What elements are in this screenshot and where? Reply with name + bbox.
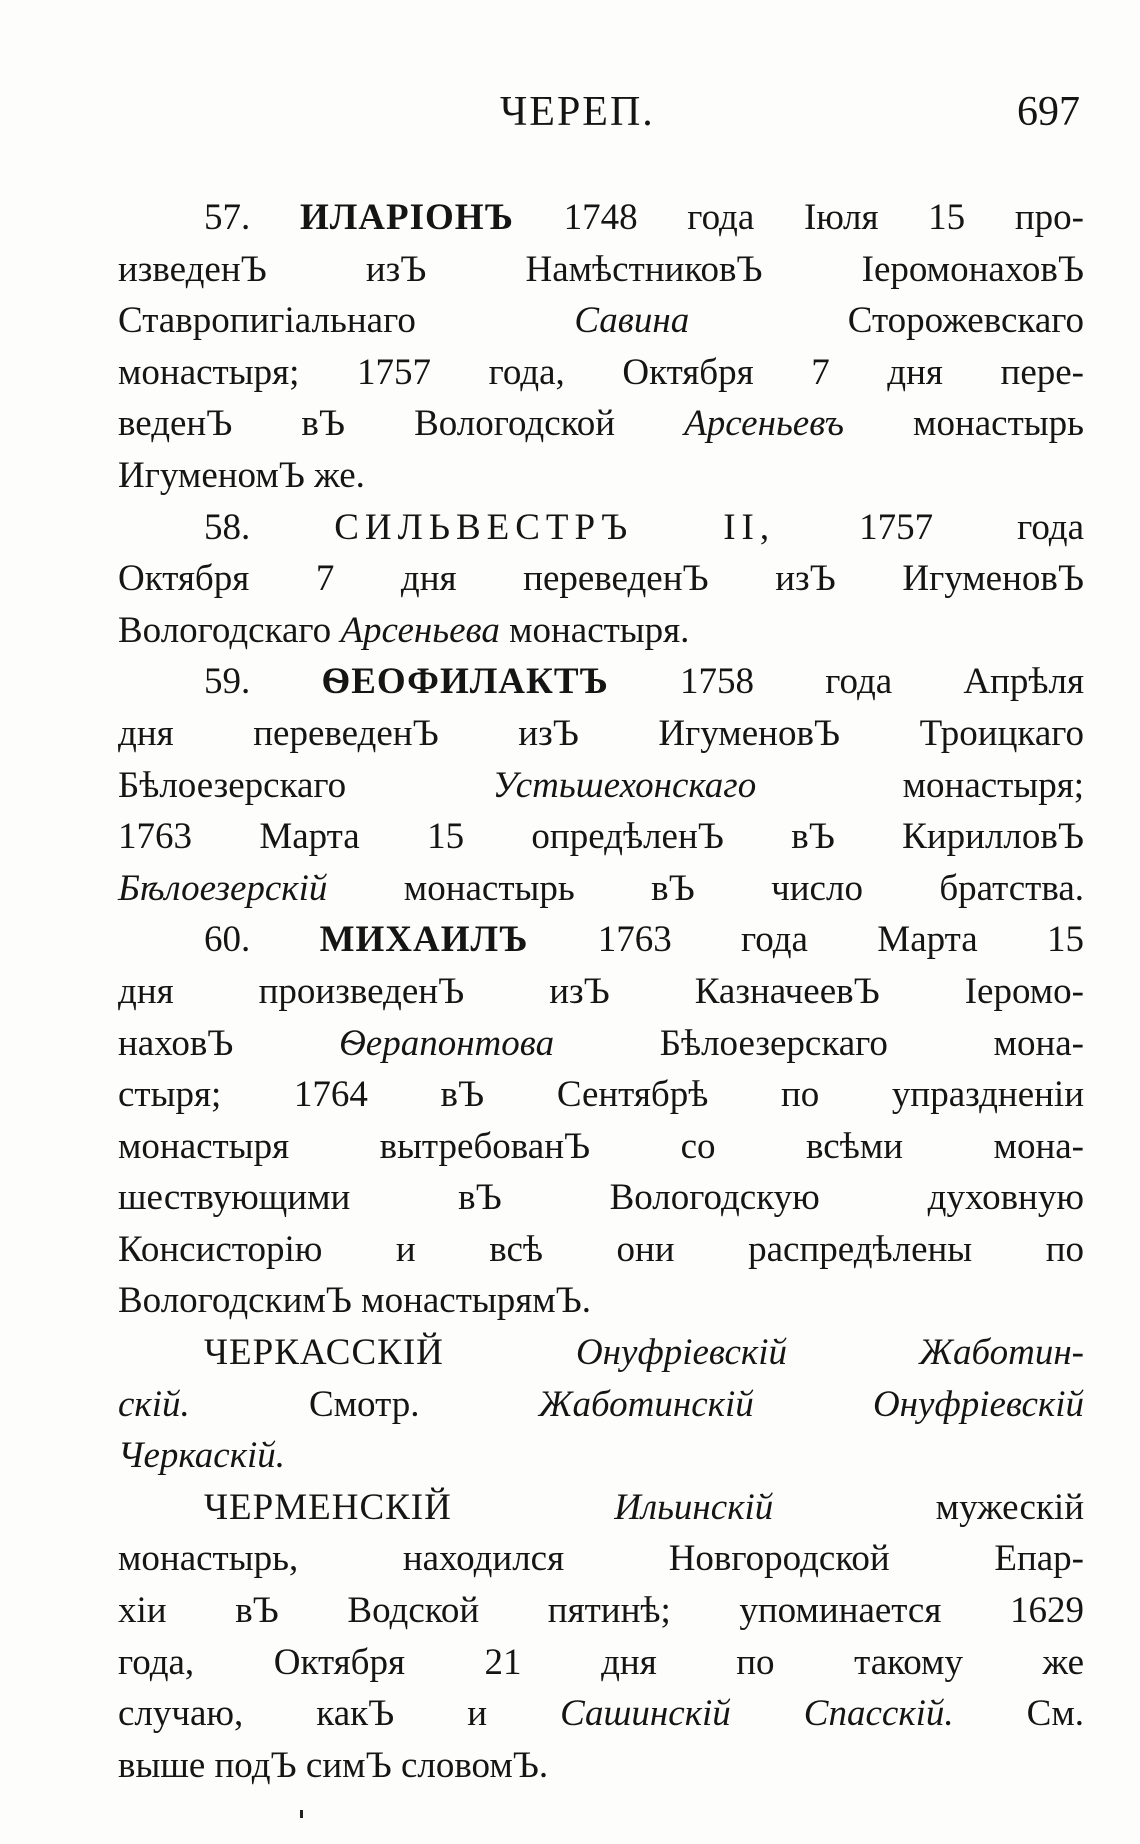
- entry-59-line-5: [118, 863, 1084, 915]
- entry-cherkassky-line-3: [118, 1430, 1084, 1482]
- entry-text: веденЪ вЪ Вологодской: [118, 403, 616, 445]
- entry-number: 59.: [204, 661, 251, 703]
- entry-cherkassky-line-1: [118, 1327, 1084, 1379]
- entry-chermensky-line-3: хіи вЪ Водской пятинѣ; упоминается 1629: [118, 1590, 1084, 1632]
- entry-57-line-5: [118, 398, 1084, 450]
- entry-italic-text: Арсеньева: [340, 609, 500, 651]
- entry-text: монастырь вЪ число братства.: [403, 867, 1085, 909]
- entry-italic-text: Сашинскій Спасскій.: [560, 1693, 954, 1735]
- entry-italic-text: Онуфріевскій Жаботин-: [575, 1332, 1085, 1374]
- entry-cherkassky-line-2: [118, 1379, 1084, 1431]
- entry-57-line-2: изведенЪ изЪ НамѣстниковЪ ІеромонаховЪ: [118, 248, 1084, 290]
- entry-italic-text: Ильинскій: [614, 1486, 774, 1528]
- entry-italic-text: Ѳерапонтова: [339, 1022, 555, 1064]
- entry-58-line-3: [118, 605, 1084, 657]
- entry-60-line-4: стыря; 1764 вЪ Сентябрѣ по упраздненіи: [118, 1074, 1084, 1116]
- entry-chermensky-line-4: года, Октября 21 дня по такому же: [118, 1641, 1084, 1683]
- entry-italic-text: Жаботинскій Онуфріевскій: [538, 1383, 1085, 1425]
- entry-text: случаю, какЪ и: [118, 1693, 488, 1735]
- entry-59-line-2: дня переведенЪ изЪ ИгуменовЪ Троицкаго: [118, 712, 1084, 754]
- entry-italic-text: Савина: [574, 300, 690, 342]
- entry-text: мужескій: [935, 1486, 1084, 1528]
- entry-57-line-1: [118, 192, 1084, 244]
- entry-name: ѲЕОФИЛАКТЪ: [321, 661, 609, 703]
- entry-59-line-4: 1763 Марта 15 опредѣленЪ вЪ КирилловЪ: [118, 816, 1084, 858]
- page-header: [120, 88, 1080, 148]
- entry-italic-text: скій.: [118, 1383, 190, 1425]
- entry-text: Сторожевскаго: [847, 300, 1084, 342]
- entry-italic-text: Черкаскій.: [118, 1435, 286, 1477]
- entry-name: ЧЕРКАССКІЙ: [204, 1332, 444, 1374]
- entry-number: 60.: [204, 919, 251, 961]
- entry-58-line-2: Октября 7 дня переведенЪ изЪ ИгуменовЪ: [118, 558, 1084, 600]
- entry-italic-text: Арсеньевъ: [684, 403, 844, 445]
- entry-59-line-3: [118, 760, 1084, 812]
- entry-name: ЧЕРМЕНСКІЙ: [204, 1486, 452, 1528]
- entry-chermensky-line-1: [118, 1482, 1084, 1534]
- entry-chermensky-line-6: выше подЪ симЪ словомЪ.: [118, 1744, 549, 1786]
- page-body: [118, 192, 1084, 1791]
- entry-name: МИХАИЛЪ: [319, 919, 529, 961]
- entry-57-line-6: ИгуменомЪ же.: [118, 454, 365, 496]
- entry-60-line-2: дня произведенЪ изЪ КазначеевЪ Іеромо-: [118, 970, 1084, 1012]
- entry-text: Бѣлоезерскаго мона-: [659, 1022, 1085, 1064]
- entry-60-line-6: шествующими вЪ Вологодскую духовную: [118, 1177, 1084, 1219]
- entry-60-line-3: [118, 1018, 1084, 1070]
- entry-57-line-4: монастыря; 1757 года, Октября 7 дня пере-: [118, 351, 1084, 393]
- entry-chermensky-line-5: [118, 1688, 1084, 1740]
- entry-text: монастыря.: [509, 609, 690, 651]
- entry-text: монастыря;: [902, 764, 1084, 806]
- entry-text: 1748 года Іюля 15 про-: [563, 197, 1084, 238]
- entry-60-line-8: ВологодскимЪ монастырямЪ.: [118, 1280, 592, 1322]
- entry-text: монастырь: [913, 403, 1085, 445]
- entry-number: 57.: [204, 197, 251, 238]
- entry-text: См.: [1026, 1693, 1084, 1735]
- page-number: 697: [1017, 89, 1080, 135]
- entry-text: 1757 года: [859, 506, 1085, 548]
- entry-italic-text: Устьшехонскаго: [492, 764, 757, 806]
- entry-text: Вологодскаго: [118, 609, 332, 651]
- entry-58-line-1: [118, 502, 1084, 554]
- entry-name: СИЛЬВЕСТРЪ II,: [334, 506, 776, 548]
- entry-text: Бѣлоезерскаго: [118, 764, 347, 806]
- entry-60-line-7: Консисторію и всѣ они распредѣлены по: [118, 1228, 1084, 1270]
- entry-number: 58.: [204, 506, 251, 548]
- entry-italic-text: Бѣлоезерскій: [118, 867, 328, 909]
- entry-text: 1758 года Апрѣля: [680, 661, 1085, 703]
- entry-60-line-5: монастыря вытребованЪ со всѣми мона-: [118, 1125, 1084, 1167]
- entry-59-line-1: [118, 656, 1084, 708]
- entry-name: ИЛАРІОНЪ: [299, 197, 514, 238]
- ink-speck: [300, 1810, 303, 1818]
- entry-text: Смотр.: [308, 1383, 420, 1425]
- entry-chermensky-line-2: монастырь, находился Новгородской Епар-: [118, 1538, 1084, 1580]
- entry-60-line-1: [118, 914, 1084, 966]
- entry-text: Ставропигіальнаго: [118, 300, 416, 342]
- running-head: ЧЕРЕП.: [500, 89, 655, 135]
- entry-text: 1763 года Марта 15: [597, 919, 1084, 961]
- entry-text: наховЪ: [118, 1022, 234, 1064]
- entry-57-line-3: [118, 295, 1084, 347]
